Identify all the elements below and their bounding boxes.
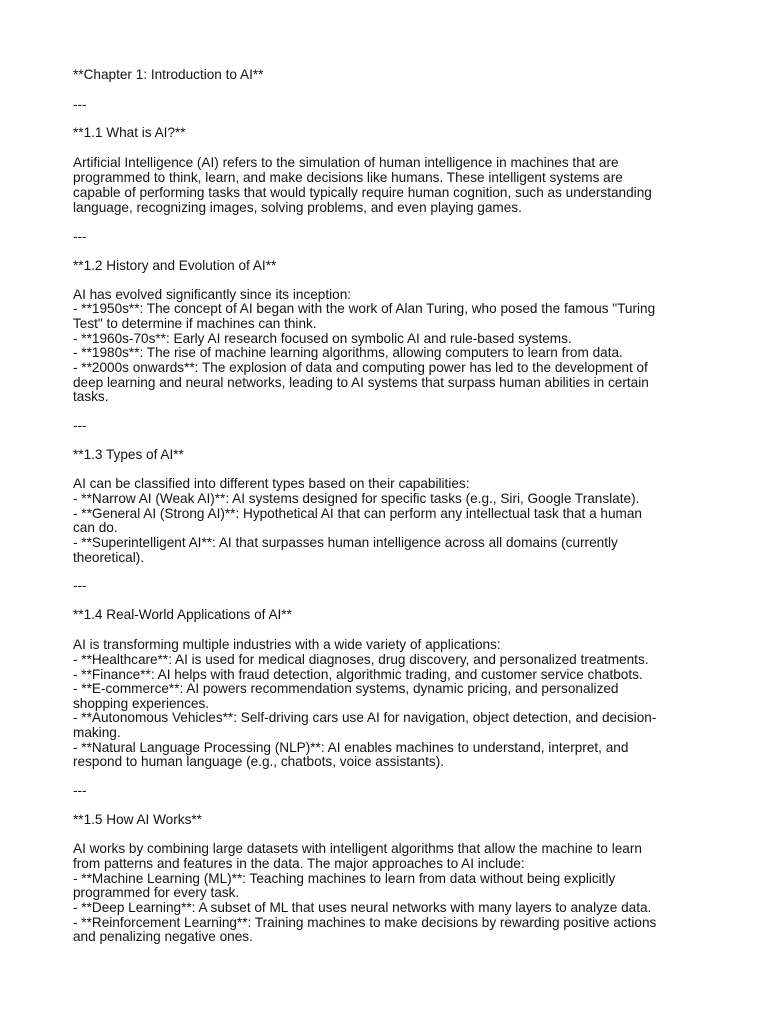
section-separator: --- — [73, 578, 87, 593]
list-item-line: and penalizing negative ones. — [73, 929, 253, 944]
list-item-line: shopping experiences. — [73, 696, 210, 711]
list-item-line: - **Finance**: AI helps with fraud detection, algorithmic trading, and customer service chatbots. — [73, 667, 643, 682]
paragraph-line: language, recognizing images, solving problems, and even playing games. — [73, 200, 522, 215]
list-item-line: - **General AI (Strong AI)**: Hypothetical AI that can perform any intellectual task that a human — [73, 506, 642, 521]
section-separator: --- — [73, 229, 87, 244]
paragraph-line: capable of performing tasks that would typically require human cognition, such as understanding — [73, 185, 652, 200]
list-item-line: programmed for every task. — [73, 885, 240, 900]
list-item-line: - **1950s**: The concept of AI began with the work of Alan Turing, who posed the famous "Turing — [73, 301, 656, 316]
list-item-line: - **Narrow AI (Weak AI)**: AI systems designed for specific tasks (e.g., Siri, Google Translate). — [73, 491, 640, 506]
list-item-line: making. — [73, 725, 121, 740]
list-item-line: - **Autonomous Vehicles**: Self-driving cars use AI for navigation, object detection, and decision- — [73, 710, 657, 725]
list-item-line: - **Healthcare**: AI is used for medical diagnoses, drug discovery, and personalized treatments. — [73, 652, 649, 667]
list-item-line: can do. — [73, 520, 118, 535]
list-item-line: respond to human language (e.g., chatbots, voice assistants). — [73, 754, 445, 769]
paragraph-line: AI can be classified into different types based on their capabilities: — [73, 476, 470, 491]
paragraph-line: AI has evolved significantly since its inception: — [73, 287, 352, 302]
section-heading-types: **1.3 Types of AI** — [73, 447, 184, 462]
list-item-line: deep learning and neural networks, leading to AI systems that surpass human abilities in certain — [73, 375, 649, 390]
section-heading-history: **1.2 History and Evolution of AI** — [73, 258, 277, 273]
list-item-line: tasks. — [73, 389, 109, 404]
chapter-title: **Chapter 1: Introduction to AI** — [73, 67, 264, 82]
list-item-line: - **1980s**: The rise of machine learning algorithms, allowing computers to learn from data. — [73, 345, 623, 360]
list-item-line: Test" to determine if machines can think. — [73, 316, 317, 331]
list-item-line: - **Reinforcement Learning**: Training machines to make decisions by rewarding positive actions — [73, 915, 657, 930]
paragraph-line: AI works by combining large datasets with intelligent algorithms that allow the machine to learn — [73, 841, 642, 856]
section-separator: --- — [73, 783, 87, 798]
section-separator: --- — [73, 418, 87, 433]
list-item-line: - **1960s-70s**: Early AI research focused on symbolic AI and rule-based systems. — [73, 331, 572, 346]
list-item-line: - **Deep Learning**: A subset of ML that uses neural networks with many layers to analyze data. — [73, 900, 652, 915]
list-item-line: - **Natural Language Processing (NLP)**: AI enables machines to understand, interpret, and — [73, 740, 629, 755]
paragraph-line: Artificial Intelligence (AI) refers to the simulation of human intelligence in machines that are — [73, 155, 619, 170]
list-item-line: theoretical). — [73, 550, 145, 565]
section-separator: --- — [73, 97, 87, 112]
paragraph-line: programmed to think, learn, and make decisions like humans. These intelligent systems are — [73, 170, 623, 185]
list-item-line: - **Machine Learning (ML)**: Teaching machines to learn from data without being explicitly — [73, 871, 616, 886]
section-heading-how-ai-works: **1.5 How AI Works** — [73, 812, 202, 827]
list-item-line: - **E-commerce**: AI powers recommendation systems, dynamic pricing, and personalized — [73, 681, 619, 696]
list-item-line: - **Superintelligent AI**: AI that surpasses human intelligence across all domains (currently — [73, 535, 618, 550]
paragraph-line: AI is transforming multiple industries with a wide variety of applications: — [73, 637, 501, 652]
section-heading-applications: **1.4 Real-World Applications of AI** — [73, 607, 292, 622]
section-heading-what-is-ai: **1.1 What is AI?** — [73, 125, 186, 140]
paragraph-line: from patterns and features in the data. The major approaches to AI include: — [73, 856, 525, 871]
list-item-line: - **2000s onwards**: The explosion of data and computing power has led to the development of — [73, 360, 648, 375]
